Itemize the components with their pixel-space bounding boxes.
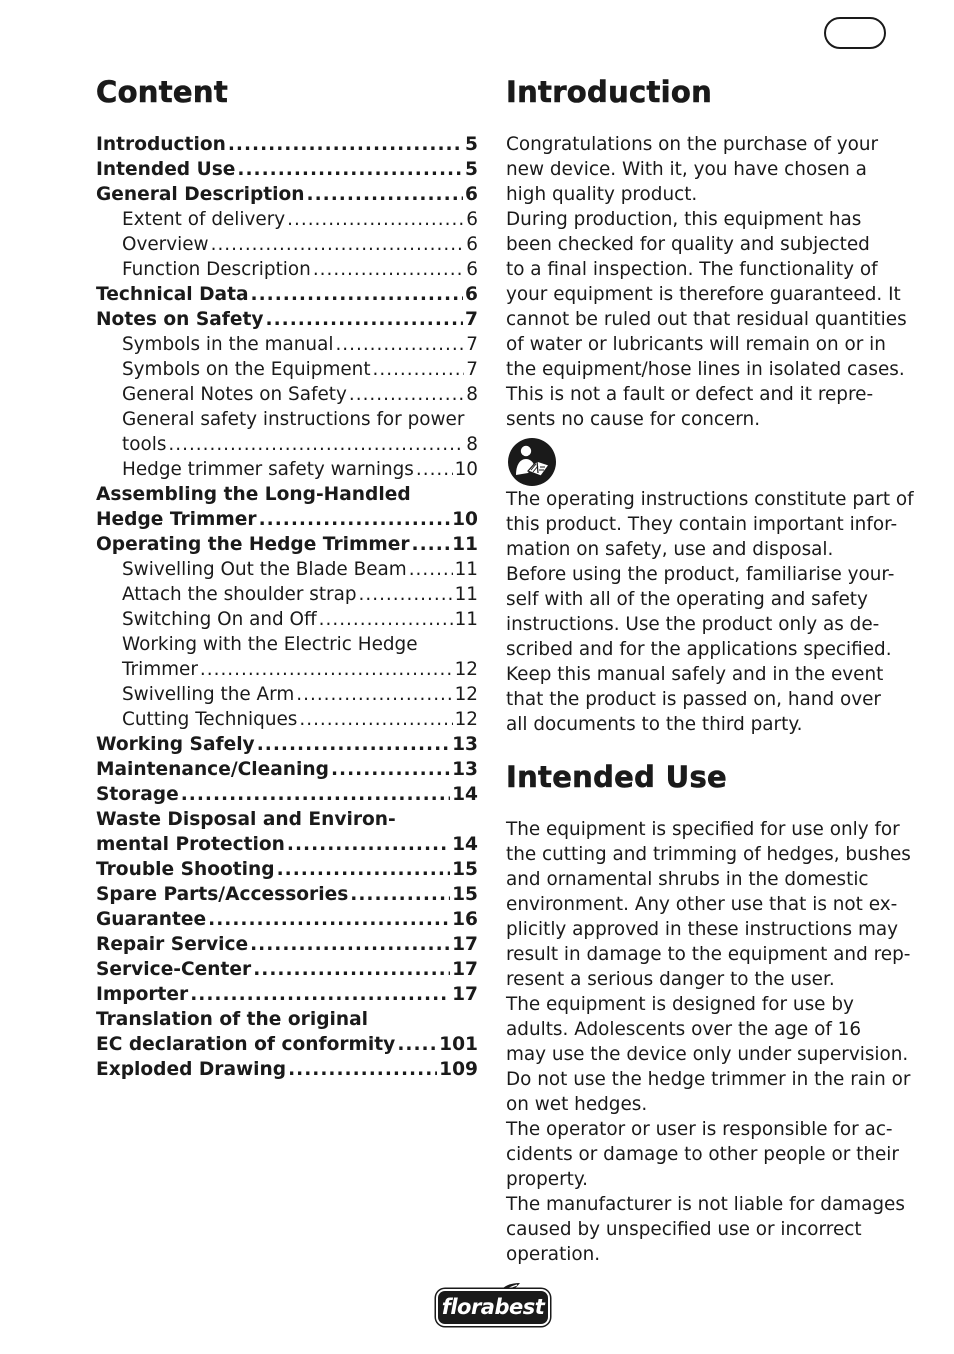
toc-leader-dots [409, 557, 453, 582]
text-line: Keep this manual safely and in the event [506, 664, 884, 685]
toc-entry-label: EC declaration of conformity [96, 1034, 396, 1055]
toc-entry-label: Intended Use [96, 159, 236, 180]
toc-entry-page: 13 [452, 759, 478, 780]
text-line: caused by unspecified use or incorrect [506, 1219, 862, 1240]
toc-entry-label: Swivelling Out the Blade Beam [122, 559, 407, 580]
language-badge [824, 17, 886, 49]
toc-entry-label: Function Description [122, 259, 311, 280]
toc-entry-page: 11 [454, 584, 478, 605]
toc-entry-label: Introduction [96, 134, 226, 155]
toc-entry-label: Swivelling the Arm [122, 684, 295, 705]
toc-leader-dots [200, 657, 453, 682]
introduction-paragraph-2 [506, 487, 914, 737]
toc-entry [96, 882, 478, 907]
toc-entry-page: 15 [452, 884, 478, 905]
text-line: Congratulations on the purchase of your [506, 134, 879, 155]
toc-entry-page: 10 [454, 459, 478, 480]
toc-entry-page: 10 [452, 509, 478, 530]
toc-entry [96, 532, 478, 557]
toc-entry-label: Switching On and Off [122, 609, 317, 630]
toc-leader-dots [397, 1032, 437, 1057]
text-line: cidents or damage to other people or their [506, 1144, 899, 1165]
toc-entry [96, 582, 478, 607]
toc-entry-page: 6 [465, 284, 478, 305]
toc-entry-label: Extent of delivery [122, 209, 286, 230]
toc-entry-label: Assembling the Long-Handled [96, 484, 411, 505]
introduction-title: Introduction [506, 75, 713, 109]
toc-leader-dots [181, 782, 450, 807]
text-line: Do not use the hedge trimmer in the rain or [506, 1069, 911, 1090]
toc-entry [96, 357, 478, 382]
text-line: all documents to the third party. [506, 714, 803, 735]
toc-entry-page: 12 [454, 684, 478, 705]
toc-leader-dots [190, 982, 450, 1007]
text-line: resent a serious danger to the user. [506, 969, 835, 990]
text-line: scribed and for the applications specified. [506, 639, 892, 660]
toc-entry-page: 11 [454, 609, 478, 630]
toc-entry-page: 17 [452, 934, 478, 955]
text-line: property. [506, 1169, 588, 1190]
toc-entry-label: Hedge trimmer safety warnings [122, 459, 414, 480]
toc-entry [96, 1007, 478, 1032]
toc-entry-label: Spare Parts/Accessories [96, 884, 349, 905]
text-line: self with all of the operating and safety [506, 589, 868, 610]
text-line: environment. Any other use that is not ex- [506, 894, 898, 915]
toc-entry-page: 17 [452, 959, 478, 980]
read-manual-icon [507, 437, 557, 487]
toc-leader-dots [416, 457, 453, 482]
toc-leader-dots [349, 382, 464, 407]
toc-entry [96, 257, 478, 282]
toc-entry [96, 132, 478, 157]
toc-entry [96, 382, 478, 407]
toc-entry-label: Importer [96, 984, 189, 1005]
toc-entry-label: Technical Data [96, 284, 249, 305]
text-line: of water or lubricants will remain on or in [506, 334, 886, 355]
toc-leader-dots [251, 282, 464, 307]
toc-leader-dots [257, 732, 450, 757]
toc-entry-label: General safety instructions for power [122, 409, 465, 430]
text-line: mation on safety, use and disposal. [506, 539, 834, 560]
text-line: cannot be ruled out that residual quantities [506, 309, 907, 330]
toc-entry-page: 6 [465, 184, 478, 205]
toc-entry-page: 15 [452, 859, 478, 880]
toc-entry-label: Guarantee [96, 909, 207, 930]
toc-entry-label: Maintenance/Cleaning [96, 759, 329, 780]
toc-leader-dots [288, 1057, 437, 1082]
toc-leader-dots [168, 432, 464, 457]
toc-entry [96, 507, 478, 532]
text-line: and ornamental shrubs in the domestic [506, 869, 869, 890]
toc-entry-label: Translation of the original [96, 1009, 369, 1030]
text-line: this product. They contain important infor- [506, 514, 898, 535]
text-line: to a final inspection. The functionality of [506, 259, 878, 280]
toc-entry-label: Symbols in the manual [122, 334, 334, 355]
text-line: The manufacturer is not liable for damages [506, 1194, 905, 1215]
text-line: adults. Adolescents over the age of 16 [506, 1019, 862, 1040]
toc-entry-label: Notes on Safety [96, 309, 264, 330]
toc-entry-page: 11 [454, 559, 478, 580]
text-column [506, 74, 914, 1267]
toc-leader-dots [296, 682, 452, 707]
toc-entry-page: 16 [452, 909, 478, 930]
toc-entry-page: 6 [466, 259, 478, 280]
text-line: The equipment is specified for use only for [506, 819, 900, 840]
toc-leader-dots [266, 307, 464, 332]
toc-entry-page: 14 [452, 784, 478, 805]
text-line: on wet hedges. [506, 1094, 648, 1115]
toc-leader-dots [253, 957, 450, 982]
toc-entry [96, 432, 478, 457]
toc-entry [96, 282, 478, 307]
toc-entry [96, 182, 478, 207]
toc-entry-label: Cutting Techniques [122, 709, 298, 730]
toc-entry [96, 157, 478, 182]
text-line: plicitly approved in these instructions may [506, 919, 899, 940]
text-line: During production, this equipment has [506, 209, 862, 230]
toc-entry-page: 6 [466, 234, 478, 255]
florabest-logo: florabest [438, 1282, 548, 1326]
toc-entry [96, 757, 478, 782]
toc-entry [96, 682, 478, 707]
toc-entry [96, 307, 478, 332]
toc-entry-label: Working with the Electric Hedge [122, 634, 418, 655]
toc-leader-dots [237, 157, 463, 182]
toc-entry-label: mental Protection [96, 834, 285, 855]
text-line: Before using the product, familiarise your- [506, 564, 895, 585]
toc-leader-dots [307, 182, 464, 207]
toc-entry [96, 957, 478, 982]
toc-entry-page: 7 [466, 334, 478, 355]
toc-entry-label: Hedge Trimmer [96, 509, 257, 530]
toc-entry [96, 207, 478, 232]
toc-leader-dots [350, 882, 450, 907]
text-line: been checked for quality and subjected [506, 234, 870, 255]
toc-entry [96, 232, 478, 257]
toc-entry [96, 482, 478, 507]
toc-entry [96, 732, 478, 757]
toc-entry-label: Overview [122, 234, 209, 255]
toc-entry-page: 7 [465, 309, 478, 330]
toc-entry [96, 807, 478, 832]
toc-entry-page: 12 [454, 659, 478, 680]
toc-entry-label: Exploded Drawing [96, 1059, 287, 1080]
toc-leader-dots [228, 132, 463, 157]
text-line: This is not a fault or defect and it repre- [506, 384, 874, 405]
toc-entry [96, 607, 478, 632]
toc-entry [96, 657, 478, 682]
toc-entry-label: Repair Service [96, 934, 249, 955]
text-line: The equipment is designed for use by [506, 994, 854, 1015]
toc-entry [96, 1057, 478, 1082]
toc-leader-dots [287, 832, 450, 857]
toc-entry-label: Service-Center [96, 959, 252, 980]
toc-entry-label: General Description [96, 184, 305, 205]
toc-entry [96, 407, 478, 432]
toc-leader-dots [208, 907, 450, 932]
text-line: that the product is passed on, hand over [506, 689, 881, 710]
toc-leader-dots [412, 532, 451, 557]
toc-entry-label: Attach the shoulder strap [122, 584, 357, 605]
toc-entry-label: Symbols on the Equipment [122, 359, 371, 380]
toc-entry-page: 101 [439, 1034, 478, 1055]
text-line: may use the device only under supervision. [506, 1044, 909, 1065]
toc-entry-label: Trouble Shooting [96, 859, 275, 880]
toc-entry-page: 12 [454, 709, 478, 730]
text-line: the cutting and trimming of hedges, bushes [506, 844, 911, 865]
toc-entry [96, 932, 478, 957]
toc-entry [96, 1032, 478, 1057]
toc-entry-page: 17 [452, 984, 478, 1005]
toc-leader-dots [359, 582, 453, 607]
toc-entry-label: General Notes on Safety [122, 384, 347, 405]
text-line: the equipment/hose lines in isolated cases. [506, 359, 905, 380]
toc-leader-dots [211, 232, 465, 257]
toc-entry-page: 5 [465, 159, 478, 180]
toc-entry [96, 857, 478, 882]
text-line: instructions. Use the product only as de- [506, 614, 880, 635]
text-line: The operating instructions constitute part of [506, 489, 914, 510]
toc-leader-dots [259, 507, 451, 532]
intended-use-paragraph [506, 817, 911, 1267]
toc-entry-page: 13 [452, 734, 478, 755]
text-line: operation. [506, 1244, 601, 1265]
toc-leader-dots [299, 707, 452, 732]
toc-leader-dots [287, 207, 464, 232]
content-column [96, 74, 478, 1082]
toc-entry-page: 109 [439, 1059, 478, 1080]
toc-leader-dots [277, 857, 451, 882]
toc-entry [96, 782, 478, 807]
toc-entry-page: 8 [466, 434, 478, 455]
text-line: new device. With it, you have chosen a [506, 159, 867, 180]
toc-entry-page: 5 [465, 134, 478, 155]
toc-leader-dots [313, 257, 464, 282]
toc-leader-dots [335, 332, 464, 357]
toc-entry-label: tools [122, 434, 167, 455]
toc-entry [96, 332, 478, 357]
toc-entry-page: 8 [466, 384, 478, 405]
table-of-contents [96, 132, 478, 1082]
toc-entry-label: Operating the Hedge Trimmer [96, 534, 410, 555]
toc-entry-page: 6 [466, 209, 478, 230]
content-title: Content [96, 75, 228, 109]
toc-entry [96, 982, 478, 1007]
toc-entry [96, 707, 478, 732]
toc-entry-label: Waste Disposal and Environ- [96, 809, 396, 830]
toc-entry [96, 557, 478, 582]
text-line: high quality product. [506, 184, 698, 205]
text-line: your equipment is therefore guaranteed. It [506, 284, 901, 305]
toc-leader-dots [373, 357, 465, 382]
text-line: The operator or user is responsible for ac- [506, 1119, 893, 1140]
text-line: result in damage to the equipment and rep- [506, 944, 911, 965]
toc-leader-dots [331, 757, 450, 782]
toc-entry [96, 632, 478, 657]
toc-entry [96, 907, 478, 932]
toc-entry [96, 457, 478, 482]
toc-entry-label: Storage [96, 784, 179, 805]
introduction-paragraph-1 [506, 132, 907, 432]
toc-entry-page: 14 [452, 834, 478, 855]
toc-entry-page: 11 [452, 534, 478, 555]
toc-entry-label: Working Safely [96, 734, 255, 755]
intended-use-title: Intended Use [506, 760, 727, 794]
toc-entry-label: Trimmer [122, 659, 198, 680]
toc-entry-page: 7 [466, 359, 478, 380]
toc-entry [96, 832, 478, 857]
toc-leader-dots [319, 607, 453, 632]
text-line: sents no cause for concern. [506, 409, 761, 430]
toc-leader-dots [250, 932, 450, 957]
